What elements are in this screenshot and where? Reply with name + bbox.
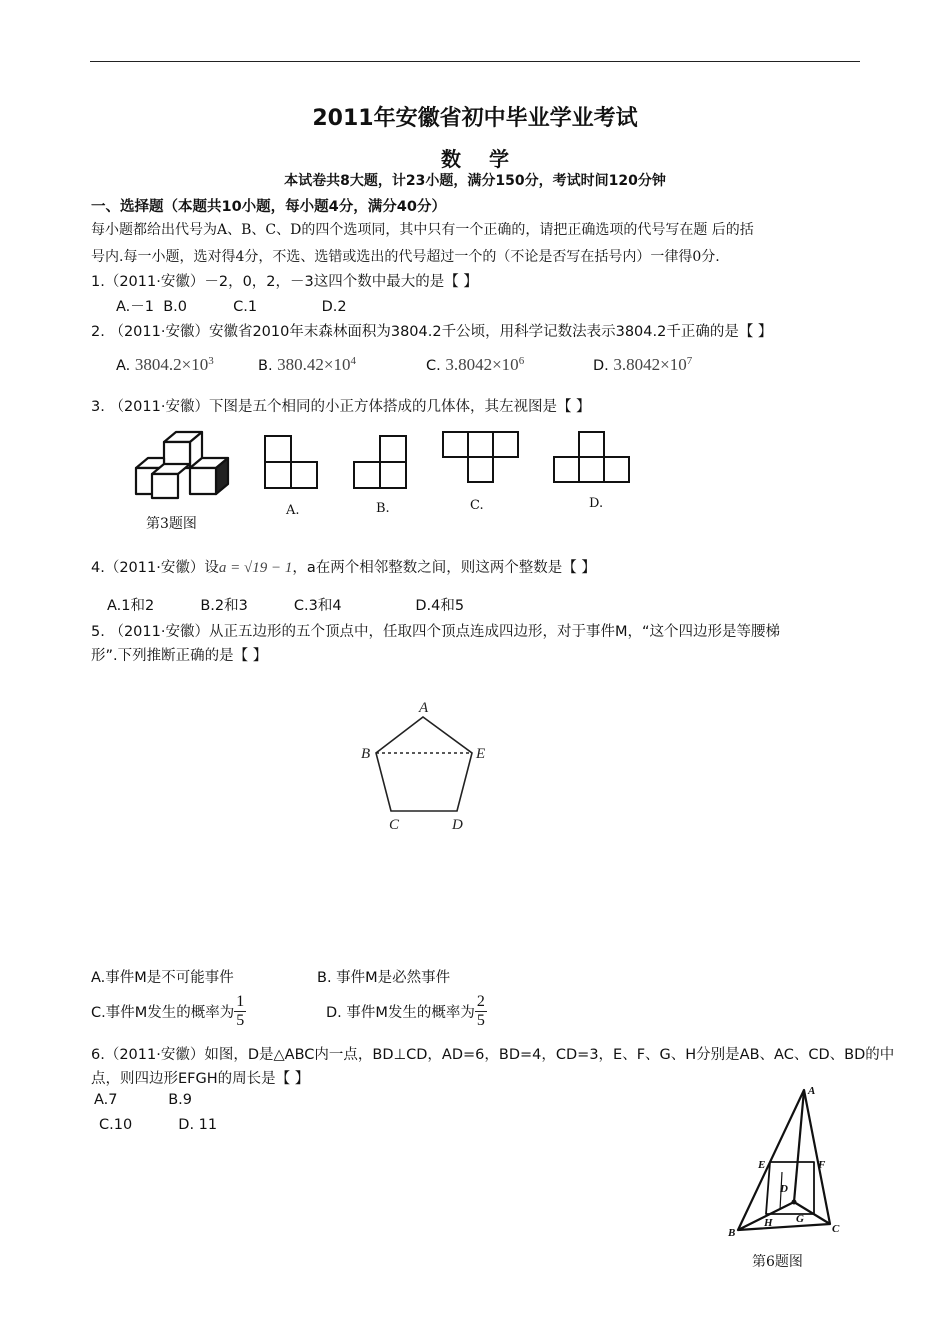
q4-stem-pre: 4.（2011·安徽）设 [91,560,219,576]
q6-stem-line-1: 6.（2011·安徽）如图，D是△ABC内一点，BD⊥CD，AD=6，BD=4，CD=3，E、F、G、H分别是AB、AC、CD、BD的中 [91,1047,895,1063]
q2-option-b-exp: 4 [350,355,357,368]
q2-option-d-exp: 7 [686,355,693,368]
q5-option-c-text: C.事件M发生的概率为 [91,1005,235,1021]
q6-options-cd: C.10 D. 11 [99,1117,218,1133]
instruction-line-1: 每小题都给出代号为A、B、C、D的四个选项同，其中只有一个正确的，请把正确选项的代号写在题 后的括 [91,222,754,238]
q2-option-a-expr: 3804.2×10 [134,355,209,374]
q2-option-b [258,355,356,375]
q3-option-b-view [351,433,411,493]
q2-option-d-expr: 3.8042×10 [613,355,687,374]
q6-point-d-dot [792,1200,797,1205]
q3-option-c-view [440,429,522,489]
q2-option-a-label: A. [116,358,131,374]
q4-options: A.1和2 B.2和3 C.3和4 D.4和5 [107,598,465,614]
q6-options-ab: A.7 B.9 [94,1092,192,1108]
q1-stem: 1.（2011·安徽）－2，0，2，－3这四个数中最大的是【 】 [91,274,478,290]
q5-option-b: B. 事件M是必然事件 [317,970,451,986]
q4-stem-post: ，a在两个相邻整数之间，则这两个整数是【 】 [292,560,596,576]
q3-option-d-label: D. [589,496,604,511]
q5-pentagon-figure [355,695,505,835]
q6-figure-caption: 第6题图 [752,1254,803,1270]
q3-option-a-label: A. [286,503,300,518]
q5-option-c-denominator: 5 [236,1012,245,1029]
q6-triangle-figure [722,1080,852,1240]
q2-option-c-exp: 6 [518,355,525,368]
q5-vertex-c: C [389,817,400,833]
q6-vertex-e: E [758,1159,766,1171]
q2-option-a-exp: 3 [208,355,214,368]
q4-stem [91,556,596,577]
q6-vertex-d: D [780,1183,788,1195]
q6-vertex-c: C [832,1223,840,1235]
q5-option-d-text: D. 事件M发生的概率为 [326,1005,475,1021]
q5-vertex-a: A [419,700,429,716]
q2-option-a [116,355,214,375]
q2-option-b-expr: 380.42×10 [277,355,351,374]
q2-option-d-label: D. [593,358,609,374]
top-rule [90,61,860,62]
q6-stem-line-2: 点，则四边形EFGH的周长是【 】 [91,1071,310,1087]
instruction-line-2: 号内.每一小题，选对得4分，不选、选错或选出的代号超过一个的（不论是否写在括号内）一律得0分. [91,249,720,265]
exam-subject: 数学 [441,147,537,171]
q5-option-d-numerator: 2 [476,993,485,1010]
q1-options: A.－1 B.0 C.1 D.2 [116,299,347,315]
q2-option-c-label: C. [426,358,441,374]
q6-vertex-h: H [764,1217,773,1229]
q5-stem-line-2: 形”.下列推断正确的是【 】 [91,648,268,664]
q5-option-c-numerator: 1 [236,993,245,1010]
q5-stem-line-1: 5. （2011·安徽）从正五边形的五个顶点中，任取四个顶点连成四边形，对于事件M，“这个四边形是等腰梯 [91,624,780,640]
q5-option-c [91,993,246,1030]
q5-vertex-b: B [361,746,371,762]
exam-title: 2011年安徽省初中毕业学业考试 [312,106,638,131]
q3-option-a-view [262,433,322,493]
q6-vertex-g: G [796,1213,804,1225]
q4-math-expr: a = √19 − 1 [218,560,293,576]
q2-option-d [593,355,692,375]
q2-option-b-label: B. [258,358,273,374]
q3-stem: 3. （2011·安徽）下图是五个相同的小正方体搭成的几体体，其左视图是【 】 [91,399,591,415]
q3-option-b-label: B. [376,501,390,516]
q5-option-a: A.事件M是不可能事件 [91,970,234,986]
q2-stem: 2. （2011·安徽）安徽省2010年末森林面积为3804.2千公顷，用科学记数法表示3804.2千正确的是【 】 [91,324,773,340]
q5-option-d-fraction [475,993,487,1030]
q5-vertex-d: D [452,817,463,833]
q6-vertex-f: F [818,1159,826,1171]
q2-option-c-expr: 3.8042×10 [445,355,519,374]
q3-option-d-view [551,429,633,489]
q3-figure-caption: 第3题图 [146,516,197,532]
q2-option-c [426,355,524,375]
q3-solid-figure [130,428,240,500]
q5-option-d-denominator: 5 [476,1012,485,1029]
q6-vertex-a: A [808,1085,816,1097]
q5-option-c-fraction [234,993,246,1030]
q6-vertex-b: B [728,1227,736,1239]
q3-option-c-label: C. [470,498,484,513]
q5-option-d [326,993,487,1030]
q5-vertex-e: E [476,746,486,762]
section-heading: 一、选择题（本题共10小题，每小题4分，满分40分） [91,199,446,215]
exam-info: 本试卷共8大题，计23小题，满分150分，考试时间120分钟 [284,173,666,189]
